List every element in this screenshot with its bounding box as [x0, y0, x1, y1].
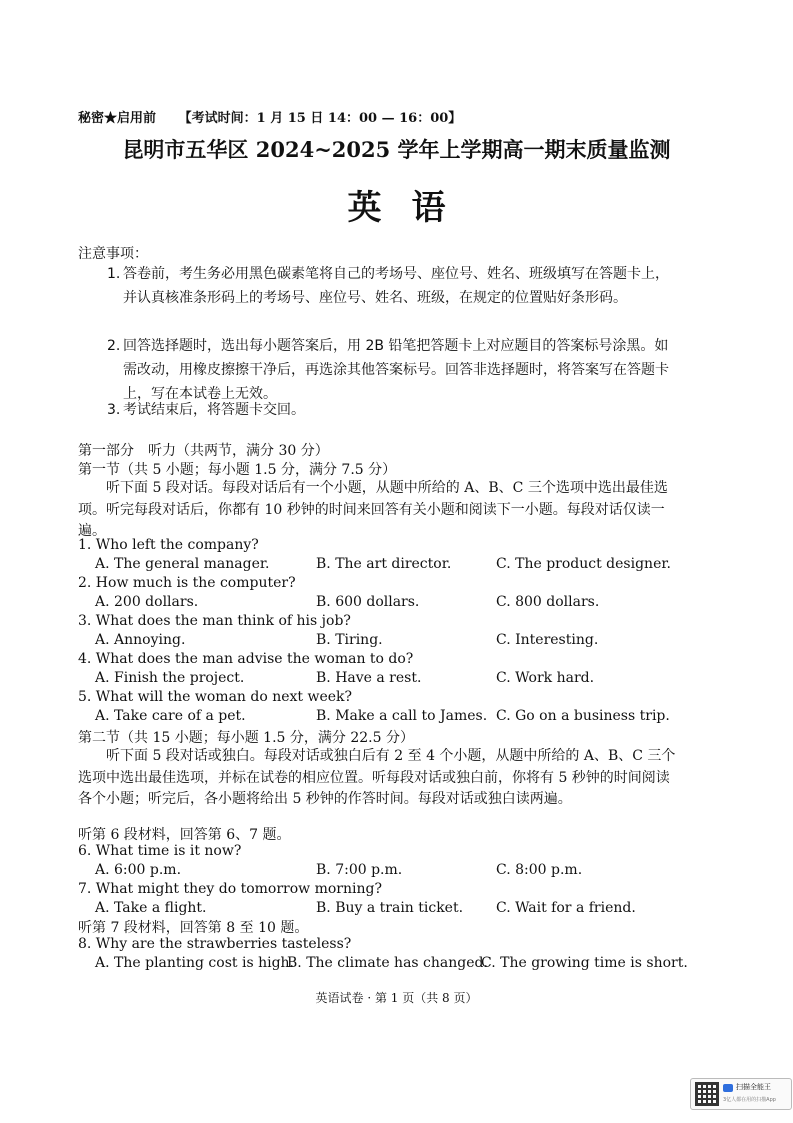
question-stem: 8. Why are the strawberries tasteless?: [78, 936, 352, 952]
notice-item: [107, 262, 677, 310]
option-b: B. Buy a train ticket.: [316, 900, 464, 916]
option-b: B. The climate has changed.: [287, 955, 488, 971]
option-b: B. 600 dollars.: [316, 594, 420, 610]
option-a: A. 200 dollars.: [95, 594, 199, 610]
option-c: C. 8:00 p.m.: [496, 862, 583, 878]
question-stem: 4. What does the man advise the woman to do?: [78, 651, 414, 667]
scanner-logo-icon: [723, 1084, 733, 1092]
material-instruction: 听第 7 段材料，回答第 8 至 10 题。: [78, 920, 309, 936]
option-c: C. Wait for a friend.: [496, 900, 636, 916]
exam-title: 昆明市五华区 2024~2025 学年上学期高一期末质量监测: [122, 137, 671, 162]
part1-heading: 第一部分 听力（共两节，满分 30 分）: [78, 443, 329, 459]
scanner-badge: [690, 1078, 792, 1110]
option-c: C. Interesting.: [496, 632, 599, 648]
notice-item-number: 1.: [107, 266, 121, 282]
notice-item-text: 答卷前，考生务必用黑色碳素笔将自己的考场号、座位号、姓名、班级填写在答题卡上，并认真核准条形码上的考场号、座位号、姓名、班级，在规定的位置贴好条形码。: [123, 266, 669, 306]
option-b: B. 7:00 p.m.: [316, 862, 403, 878]
notice-item-text: 考试结束后，将答题卡交回。: [123, 402, 305, 418]
section2-heading: 第二节（共 15 小题；每小题 1.5 分，满分 22.5 分）: [78, 730, 414, 746]
section1-instructions: 听下面 5 段对话。每段对话后有一个小题，从题中所给的 A、B、C 三个选项中选出最佳选项。听完每段对话后，你都有 10 秒钟的时间来回答有关小题和阅读下一小题。每段对话仅读一遍。: [78, 480, 668, 539]
option-b: B. Tiring.: [316, 632, 383, 648]
option-c: C. The growing time is short.: [481, 955, 688, 971]
option-a: A. Take care of a pet.: [95, 708, 246, 724]
scanner-brand: 扫描全能王: [736, 1083, 771, 1091]
option-a: A. The planting cost is high.: [95, 955, 295, 971]
option-b: B. Have a rest.: [316, 670, 422, 686]
notice-item-text: 回答选择题时，选出每小题答案后，用 2B 铅笔把答题卡上对应题目的答案标号涂黑。如需改动，用橡皮擦擦干净后，再选涂其他答案标号。回答非选择题时，将答案写在答题卡上，写在本试卷上无效。: [123, 338, 669, 402]
option-b: B. Make a call to James.: [316, 708, 488, 724]
option-c: C. The product designer.: [496, 556, 671, 572]
notice-item-number: 3.: [107, 402, 121, 418]
question-stem: 3. What does the man think of his job?: [78, 613, 351, 629]
option-c: C. Go on a business trip.: [496, 708, 670, 724]
notice-title: 注意事项：: [78, 246, 148, 262]
question-stem: 2. How much is the computer?: [78, 575, 296, 591]
option-a: A. Take a flight.: [95, 900, 207, 916]
question-stem: 7. What might they do tomorrow morning?: [78, 881, 382, 897]
exam-time: 【考试时间：1 月 15 日 14：00 — 16：00】: [178, 111, 462, 126]
option-b: B. The art director.: [316, 556, 452, 572]
option-c: C. 800 dollars.: [496, 594, 600, 610]
section2-instructions: 听下面 5 段对话或独白。每段对话或独白后有 2 至 4 个小题，从题中所给的 A、B、C 三个选项中选出最佳选项，并标在试卷的相应位置。听每段对话或独白前，你将有 5 秒钟的时间阅读各个小题；听完后，各小题将给出 5 秒钟的作答时间。每段对话或独白读两遍。: [78, 748, 676, 807]
question-stem: 5. What will the woman do next week?: [78, 689, 353, 705]
option-a: A. Finish the project.: [95, 670, 245, 686]
confidential-label: 秘密★启用前: [78, 111, 157, 126]
notice-item-number: 2.: [107, 338, 121, 354]
notice-item: [107, 398, 677, 422]
page-footer: 英语试卷 · 第 1 页（共 8 页）: [315, 991, 478, 1005]
question-stem: 1. Who left the company?: [78, 537, 259, 553]
option-a: A. Annoying.: [95, 632, 186, 648]
qr-code-icon: [695, 1082, 719, 1106]
section1-heading: 第一节（共 5 小题；每小题 1.5 分，满分 7.5 分）: [78, 462, 397, 478]
option-c: C. Work hard.: [496, 670, 595, 686]
material-instruction: 听第 6 段材料，回答第 6、7 题。: [78, 827, 291, 843]
option-a: A. 6:00 p.m.: [95, 862, 182, 878]
scanner-tagline: 3亿人都在用的扫描App: [723, 1097, 776, 1103]
option-a: A. The general manager.: [95, 556, 270, 572]
notice-item: [107, 334, 677, 406]
subject-title: 英语: [347, 188, 476, 228]
exam-header: [78, 107, 461, 126]
question-stem: 6. What time is it now?: [78, 843, 242, 859]
